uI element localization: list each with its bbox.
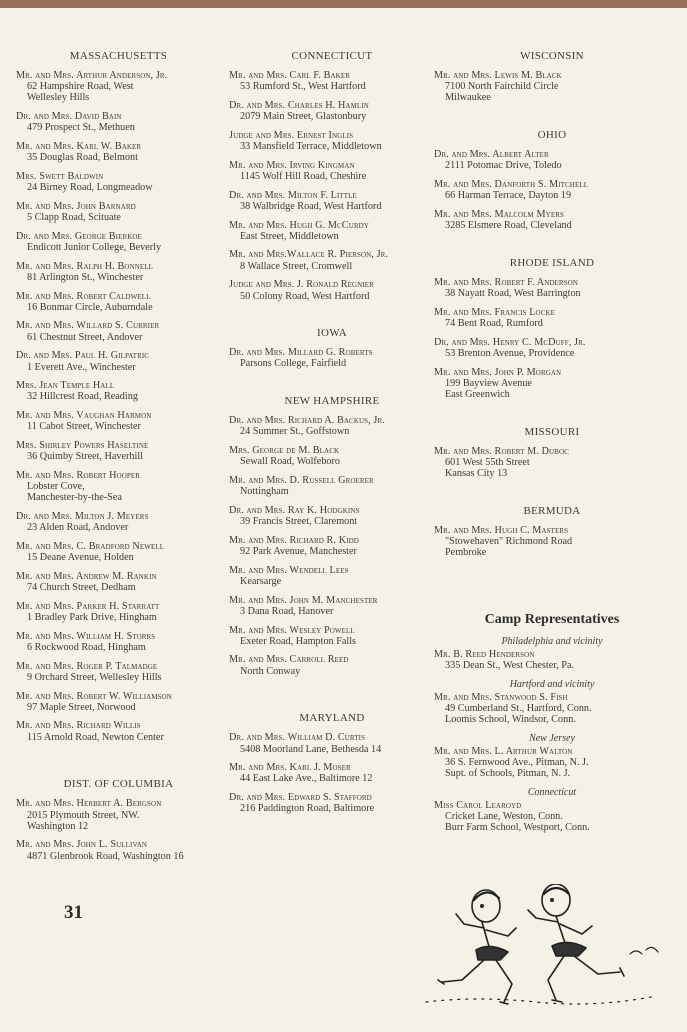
entry-address: 2015 Plymouth Street, NW.	[27, 809, 140, 821]
entry-name: Mr. and Mrs. Robert F. Anderson	[434, 276, 579, 288]
entry-address: 49 Cumberland St., Hartford, Conn.	[445, 702, 592, 714]
directory-entry	[229, 160, 435, 182]
directory-entry	[16, 440, 221, 462]
entry-address: Manchester-by-the-Sea	[27, 492, 122, 504]
entry-name: Mrs. Swett Baldwin	[16, 170, 104, 182]
directory-entry	[434, 70, 670, 104]
entry-address: Pembroke	[445, 547, 487, 559]
entry-name: Mr. and Mrs. Irving Kingman	[229, 159, 355, 171]
entry-name: Mr. and Mrs. Arthur Anderson, Jr.	[16, 70, 168, 81]
region-rhode-island	[434, 257, 670, 400]
entry-name: Mr. and Mrs. Danforth S. Mitchell	[434, 179, 589, 191]
directory-entry	[16, 231, 221, 253]
entry-name: Dr. and Mrs. William D. Curtis	[229, 732, 366, 744]
entry-name: Mr. and Mrs. Willard S. Currier	[16, 320, 160, 332]
entry-name: Miss Carol Learoyd	[434, 800, 522, 811]
entry-address: 53 Brenton Avenue, Providence	[445, 347, 575, 359]
column-1	[16, 50, 221, 869]
entry-address: Endicott Junior College, Beverly	[27, 241, 162, 253]
entry-name: Mr. and Mrs. Herbert A. Bergson	[16, 798, 162, 810]
entry-name: Dr. and Mrs. Ray K. Hodgkins	[229, 504, 360, 516]
camp-area: New Jersey	[529, 732, 575, 744]
entry-address: 44 East Lake Ave., Baltimore 12	[240, 773, 373, 785]
region-heading: DIST. OF COLUMBIA	[63, 778, 174, 791]
entry-address: 335 Dean St., West Chester, Pa.	[445, 660, 575, 672]
directory-entry	[434, 149, 670, 171]
entry-name: Mr. and Mrs. Roger P. Talmadge	[16, 660, 158, 672]
entry-address: 2079 Main Street, Glastonbury	[240, 111, 367, 123]
entry-name: Dr. and Mrs. David Bain	[16, 111, 122, 123]
entry-address: 479 Prospect St., Methuen	[27, 122, 135, 134]
camp-area: Hartford and vicinity	[509, 678, 595, 690]
entry-name: Dr. and Mrs. Paul H. Gilpatric	[16, 350, 150, 362]
directory-entry	[229, 279, 435, 301]
entry-address: "Stowehaven" Richmond Road	[445, 535, 573, 547]
region-maryland	[229, 712, 435, 814]
directory-entry	[434, 179, 670, 201]
entry-name: Mr. and Mrs. Parker H. Starratt	[16, 600, 160, 612]
directory-entry	[16, 541, 221, 563]
entry-address: 115 Arnold Road, Newton Center	[27, 731, 164, 743]
directory-entry	[16, 350, 221, 372]
entry-address: 7100 North Fairchild Circle	[445, 81, 559, 93]
entry-name: Mr. and Mrs. John M. Manchester	[229, 594, 378, 606]
page-top-band	[0, 0, 687, 8]
directory-entry	[16, 691, 221, 713]
entry-name: Mr. and Mrs. Robert Hooper	[16, 469, 141, 481]
region-heading: NEW HAMPSHIRE	[284, 395, 380, 408]
entry-name: Dr. and Mrs. Henry C. McDuff, Jr.	[434, 336, 586, 348]
entry-address: 601 West 55th Street	[445, 456, 530, 468]
directory-entry	[16, 141, 221, 163]
column-3	[434, 50, 670, 841]
entry-address: 97 Maple Street, Norwood	[27, 701, 136, 713]
camp-entry	[434, 800, 670, 834]
signature-mark	[630, 947, 658, 954]
directory-entry	[229, 445, 435, 467]
directory-entry	[229, 625, 435, 647]
entry-name: Dr. and Mrs. George Bierkoe	[16, 230, 142, 242]
directory-entry	[229, 347, 435, 369]
directory-entry	[229, 220, 435, 242]
camp-area: Philadelphia and vicinity	[501, 635, 603, 647]
entry-address: East Greenwich	[445, 388, 510, 400]
region-iowa	[229, 327, 435, 369]
page-number: 31	[64, 902, 83, 923]
directory-entry	[434, 209, 670, 231]
entry-address: 62 Hampshire Road, West	[27, 81, 134, 93]
region-heading: MASSACHUSETTS	[69, 50, 168, 62]
entry-name: Mr. and Mrs. Wesley Powell	[229, 624, 355, 636]
directory-entry	[16, 70, 221, 104]
directory-entry	[229, 249, 435, 271]
entry-name: Dr. and Mrs. Charles H. Hamlin	[229, 99, 369, 111]
entry-address: 39 Francis Street, Claremont	[240, 516, 358, 528]
directory-entry	[16, 798, 221, 832]
entry-address: 66 Harman Terrace, Dayton 19	[445, 190, 572, 202]
entry-name: Mr. and Mrs. C. Bradford Newell	[16, 541, 165, 552]
entry-address: 23 Alden Road, Andover	[27, 522, 129, 534]
directory-entry	[16, 631, 221, 653]
camp-entry	[434, 649, 670, 671]
entry-address: 81 Arlington St., Winchester	[27, 271, 144, 283]
directory-entry	[434, 337, 670, 359]
directory-entry	[434, 277, 670, 299]
entry-name: Dr. and Mrs. Edward S. Stafford	[229, 792, 372, 804]
directory-entry	[229, 565, 435, 587]
entry-address: Lobster Cove,	[27, 481, 85, 493]
entry-address: Cricket Lane, Weston, Conn.	[445, 811, 563, 823]
entry-name: Mr. and Mrs. Hugh G. McCurdy	[229, 219, 369, 231]
region-heading: IOWA	[317, 327, 347, 340]
directory-entry	[16, 171, 221, 193]
entry-address: 38 Walbridge Road, West Hartford	[240, 200, 382, 212]
entry-name: Mr. and Mrs. Richard R. Kidd	[229, 534, 359, 546]
entry-name: Mr. and Mrs. Karl W. Baker	[16, 141, 142, 153]
entry-address: Loomis School, Windsor, Conn.	[445, 714, 576, 726]
entry-name: Mr. and Mrs. Malcolm Myers	[434, 208, 564, 220]
entry-name: Mr. and Mrs. Robert Caldwell	[16, 290, 151, 302]
directory-entry	[16, 111, 221, 133]
region-ohio	[434, 129, 670, 231]
entry-name: Judge and Mrs. J. Ronald Regnier	[229, 279, 374, 291]
entry-address: 32 Hillcrest Road, Reading	[27, 391, 138, 403]
entry-address: 24 Summer St., Goffstown	[240, 426, 350, 438]
directory-entry	[16, 320, 221, 342]
directory-entry	[434, 525, 670, 559]
entry-address: Supt. of Schools, Pitman, N. J.	[445, 768, 571, 780]
entry-address: East Street, Middletown	[240, 230, 339, 242]
directory-entry	[16, 720, 221, 742]
directory-entry	[16, 470, 221, 504]
directory-entry	[229, 762, 435, 784]
entry-address: 1 Everett Ave., Winchester	[27, 361, 136, 373]
directory-entry	[16, 291, 221, 313]
directory-entry	[16, 839, 221, 861]
entry-address: 36 S. Fernwood Ave., Pitman, N. J.	[445, 757, 589, 769]
entry-address: 16 Bonmar Circle, Auburndale	[27, 301, 153, 313]
directory-entry	[229, 732, 435, 754]
region-connecticut	[229, 50, 435, 302]
entry-name: Dr. and Mrs. Millard G. Roberts	[229, 347, 373, 359]
entry-name: Mr. and Mrs. Carroll Reed	[229, 654, 349, 666]
entry-address: 15 Deane Avenue, Holden	[27, 552, 134, 564]
directory-entry	[229, 190, 435, 212]
column-2	[229, 50, 435, 822]
entry-address: 8 Wallace Street, Cromwell	[240, 260, 353, 272]
camp-title: Camp Representatives	[484, 611, 620, 627]
entry-address: 6 Rockwood Road, Hingham	[27, 641, 146, 653]
entry-name: Dr. and Mrs. Milton J. Meyers	[16, 511, 149, 523]
entry-address: 50 Colony Road, West Hartford	[240, 290, 370, 302]
entry-name: Mr. and Mrs. Robert W. Williamson	[16, 690, 172, 702]
entry-address: North Conway	[240, 665, 301, 677]
entry-address: Parsons College, Fairfield	[240, 358, 347, 370]
region-new-hampshire	[229, 395, 435, 677]
entry-address: 36 Quimby Street, Haverhill	[27, 451, 144, 463]
entry-name: Mr. B. Reed Henderson	[434, 648, 535, 660]
entry-name: Mr. and Mrs.Wallace R. Pierson, Jr.	[229, 249, 389, 261]
running-girls-illustration	[416, 884, 674, 1014]
runner-left-icon	[438, 890, 516, 1004]
region-heading: WISCONSIN	[520, 50, 584, 62]
directory-entry	[229, 505, 435, 527]
entry-address: 74 Church Street, Dedham	[27, 582, 136, 594]
region-bermuda	[434, 505, 670, 559]
entry-address: 24 Birney Road, Longmeadow	[27, 182, 153, 194]
camp-representatives	[434, 612, 670, 834]
entry-name: Mr. and Mrs. Stanwood S. Fish	[434, 691, 568, 703]
directory-entry	[434, 307, 670, 329]
entry-address: Nottingham	[240, 486, 289, 498]
entry-name: Dr. and Mrs. Albert Alter	[434, 149, 549, 161]
entry-name: Mr. and Mrs. Wendell Lees	[229, 564, 349, 576]
entry-address: 2111 Potomac Drive, Toledo	[445, 160, 562, 172]
entry-name: Mrs. George de M. Black	[229, 445, 340, 457]
entry-name: Mr. and Mrs. L. Arthur Walton	[434, 745, 573, 757]
entry-name: Mrs. Shirley Powers Haseltine	[16, 440, 149, 452]
directory-entry	[229, 100, 435, 122]
directory-entry	[16, 601, 221, 623]
entry-address: 9 Orchard Street, Wellesley Hills	[27, 671, 162, 683]
entry-address: 11 Cabot Street, Winchester	[27, 421, 141, 433]
entry-name: Mr. and Mrs. John L. Sullivan	[16, 839, 148, 851]
entry-address: 35 Douglas Road, Belmont	[27, 152, 138, 164]
region-missouri	[434, 426, 670, 480]
camp-area: Connecticut	[527, 787, 577, 798]
ground-line	[426, 996, 656, 1004]
entry-address: 5408 Moorland Lane, Bethesda 14	[240, 743, 382, 755]
entry-name: Judge and Mrs. Ernest Inglis	[229, 129, 354, 141]
entry-address: 3285 Elsmere Road, Cleveland	[445, 220, 572, 232]
region-heading: RHODE ISLAND	[509, 256, 595, 269]
directory-entry	[229, 595, 435, 617]
entry-name: Mr. and Mrs. Robert M. Duboc	[434, 445, 569, 457]
entry-name: Mr. and Mrs. Karl J. Moser	[229, 762, 351, 774]
region-heading: MISSOURI	[524, 425, 580, 438]
entry-address: Washington 12	[27, 820, 89, 832]
directory-entry	[16, 410, 221, 432]
entry-address: 4871 Glenbrook Road, Washington 16	[27, 850, 184, 862]
directory-entry	[229, 792, 435, 814]
entry-name: Mr. and Mrs. Francis Locke	[434, 306, 556, 318]
camp-entry	[434, 692, 670, 726]
directory-entry	[434, 367, 670, 401]
directory-entry	[16, 201, 221, 223]
entry-name: Mr. and Mrs. Carl F. Baker	[229, 70, 350, 81]
runner-right-icon	[528, 884, 624, 1002]
directory-entry	[229, 535, 435, 557]
entry-name: Mr. and Mrs. John Barnard	[16, 200, 136, 212]
directory-entry	[16, 511, 221, 533]
entry-address: 61 Chestnut Street, Andover	[27, 331, 143, 343]
entry-address: Kansas City 13	[445, 468, 508, 480]
entry-name: Mr. and Mrs. Vaughan Harmon	[16, 410, 152, 422]
entry-address: 5 Clapp Road, Scituate	[27, 212, 121, 224]
entry-address: 1 Bradley Park Drive, Hingham	[27, 612, 157, 624]
entry-name: Mr. and Mrs. D. Russell Groerer	[229, 474, 374, 486]
directory-entry	[229, 475, 435, 497]
region-heading: OHIO	[537, 129, 567, 142]
entry-address: 3 Dana Road, Hanover	[240, 605, 334, 617]
entry-address: 74 Bent Road, Rumford	[445, 317, 543, 329]
directory-entry	[434, 446, 670, 480]
directory-entry	[16, 571, 221, 593]
entry-address: Wellesley Hills	[27, 92, 90, 104]
entry-name: Mr. and Mrs. Andrew M. Rankin	[16, 570, 157, 582]
entry-address: Sewall Road, Wolfeboro	[240, 456, 340, 468]
directory-entry	[16, 261, 221, 283]
entry-name: Mr. and Mrs. Richard Willis	[16, 720, 141, 732]
entry-name: Dr. and Mrs. Milton F. Little	[229, 189, 357, 201]
directory-entry	[229, 654, 435, 676]
entry-address: Kearsarge	[240, 575, 282, 587]
directory-entry	[229, 130, 435, 152]
entry-name: Mrs. Jean Temple Hall	[16, 380, 115, 392]
region-heading: MARYLAND	[299, 712, 365, 725]
entry-address: 53 Rumford St., West Hartford	[240, 81, 366, 93]
entry-address: 1145 Wolf Hill Road, Cheshire	[240, 170, 367, 182]
entry-address: 33 Mansfield Terrace, Middletown	[240, 141, 382, 153]
entry-address: 38 Nayatt Road, West Barrington	[445, 288, 581, 300]
entry-address: Exeter Road, Hampton Falls	[240, 635, 357, 647]
entry-name: Mr. and Mrs. Ralph H. Bonnell	[16, 260, 154, 272]
entry-name: Mr. and Mrs. Lewis M. Black	[434, 70, 562, 81]
entry-address: Milwaukee	[445, 92, 491, 104]
entry-name: Dr. and Mrs. Richard A. Backus, Jr.	[229, 415, 385, 427]
directory-entry	[229, 415, 435, 437]
entry-address: 92 Park Avenue, Manchester	[240, 545, 357, 557]
region-wisconsin	[434, 50, 670, 104]
camp-entry	[434, 746, 670, 780]
region-heading: CONNECTICUT	[291, 50, 373, 62]
entry-name: Mr. and Mrs. William H. Storrs	[16, 630, 156, 642]
directory-entry	[16, 661, 221, 683]
region-massachusetts	[16, 50, 221, 743]
directory-entry	[16, 380, 221, 402]
entry-name: Mr. and Mrs. John P. Morgan	[434, 366, 562, 378]
region-heading: BERMUDA	[523, 504, 581, 517]
entry-name: Mr. and Mrs. Hugh C. Masters	[434, 524, 569, 536]
entry-address: Burr Farm School, Westport, Conn.	[445, 822, 590, 834]
directory-entry	[229, 70, 435, 92]
region-dist-of-columbia	[16, 778, 221, 862]
entry-address: 216 Paddington Road, Baltimore	[240, 803, 375, 815]
entry-address: 199 Bayview Avenue	[445, 377, 532, 389]
